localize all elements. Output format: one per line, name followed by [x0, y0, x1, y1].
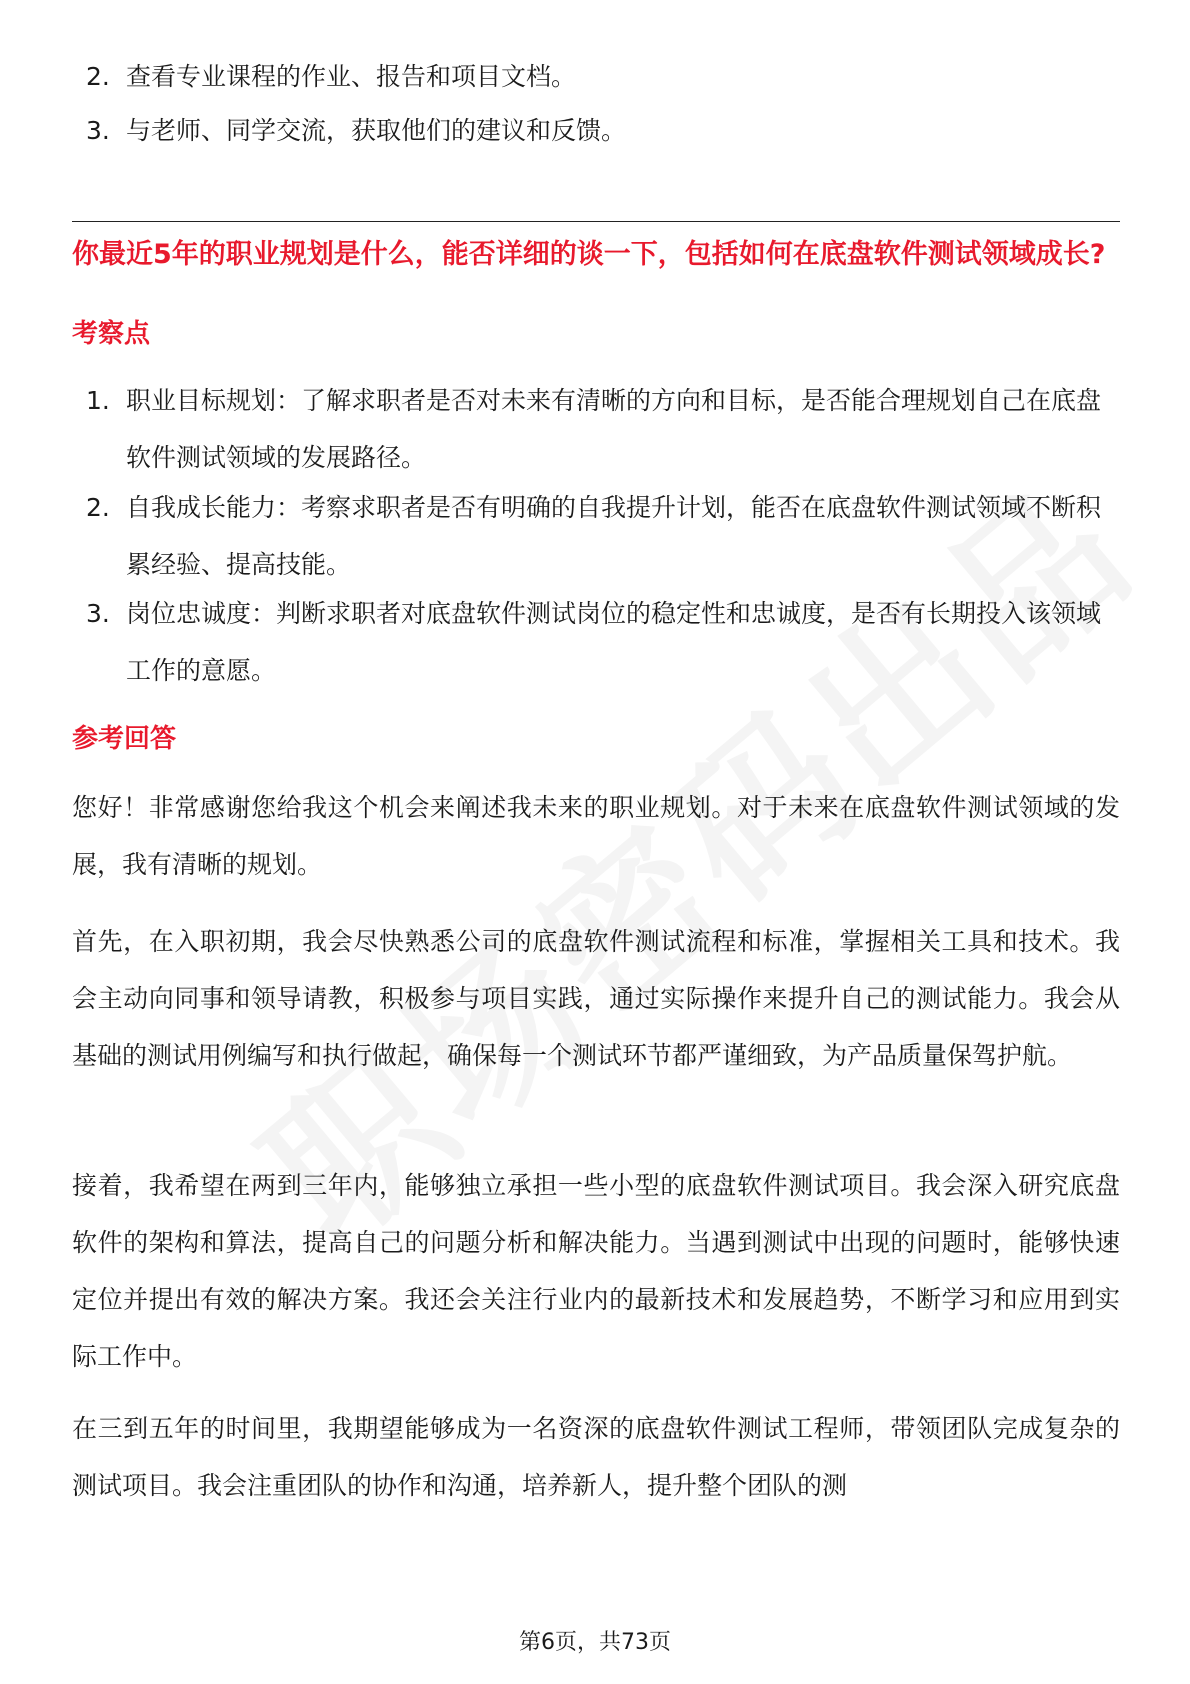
list-number: 1. [86, 386, 110, 415]
list-text: 职业目标规划：了解求职者是否对未来有清晰的方向和目标，是否能合理规划自己在底盘软件测试领域的发展路径。 [126, 386, 1102, 472]
list-text: 岗位忠诚度：判断求职者对底盘软件测试岗位的稳定性和忠诚度，是否有长期投入该领域工作的意愿。 [126, 599, 1102, 685]
list-text: 自我成长能力：考察求职者是否有明确的自我提升计划，能否在底盘软件测试领域不断积累经验、提高技能。 [126, 493, 1102, 579]
page-number: 第6页，共73页 [519, 1630, 671, 1655]
answer-paragraph: 您好！非常感谢您给我这个机会来阐述我未来的职业规划。对于未来在底盘软件测试领域的发展，我有清晰的规划。 [72, 793, 1120, 879]
list-text: 与老师、同学交流，获取他们的建议和反馈。 [126, 116, 627, 145]
answer-title: 参考回答 [72, 724, 177, 754]
list-number: 2. [86, 493, 110, 522]
list-number: 3. [86, 116, 110, 145]
list-number: 3. [86, 599, 110, 628]
focus-title: 考察点 [72, 319, 151, 349]
list-text: 查看专业课程的作业、报告和项目文档。 [126, 62, 577, 91]
section-divider [72, 221, 1120, 222]
answer-paragraph: 在三到五年的时间里，我期望能够成为一名资深的底盘软件测试工程师，带领团队完成复杂的测试项目。我会注重团队的协作和沟通，培养新人，提升整个团队的测 [72, 1414, 1120, 1500]
answer-paragraph: 首先，在入职初期，我会尽快熟悉公司的底盘软件测试流程和标准，掌握相关工具和技术。我会主动向同事和领导请教，积极参与项目实践，通过实际操作来提升自己的测试能力。我会从基础的测试用例编写和执行做起，确保每一个测试环节都严谨细致，为产品质量保驾护航。 [72, 927, 1120, 1070]
list-number: 2. [86, 62, 110, 91]
answer-paragraph: 接着，我希望在两到三年内，能够独立承担一些小型的底盘软件测试项目。我会深入研究底盘软件的架构和算法，提高自己的问题分析和解决能力。当遇到测试中出现的问题时，能够快速定位并提出有效的解决方案。我还会关注行业内的最新技术和发展趋势，不断学习和应用到实际工作中。 [72, 1171, 1120, 1371]
question-heading: 你最近5年的职业规划是什么，能否详细的谈一下，包括如何在底盘软件测试领域成长? [72, 239, 1106, 270]
